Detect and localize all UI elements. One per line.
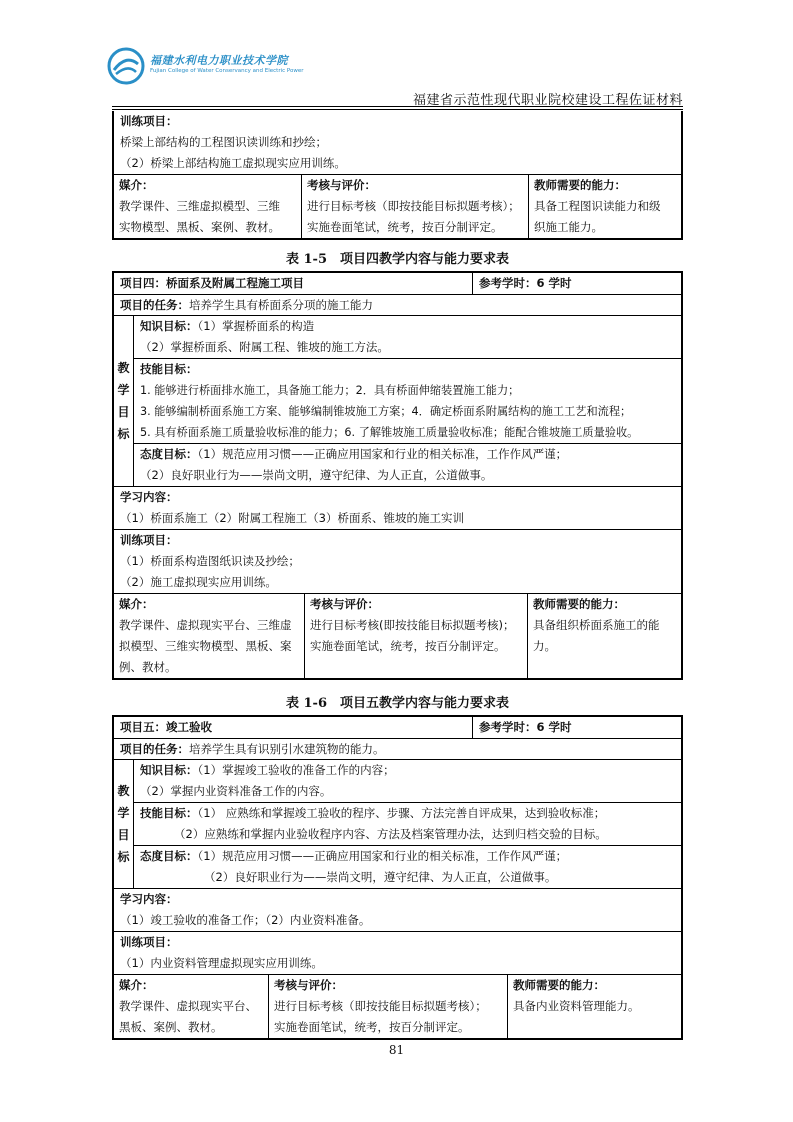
- goal-label: 教 学 目 标: [114, 316, 134, 486]
- project-hours: 参考学时：6 学时: [472, 273, 681, 294]
- logo-subtitle: Fujian College of Water Conservancy and Electric Power: [150, 68, 304, 74]
- media-cell: 媒介： 教学课件、虚拟现实平台、三维虚 拟模型、三维实物模型、黑板、案 例、教材。: [119, 597, 292, 674]
- media-eval-row: [114, 594, 681, 678]
- training-label: 训练项目：: [120, 533, 178, 547]
- training-label: 训练项目：: [120, 114, 178, 128]
- knowledge-goal: 知识目标：（1）掌握桥面系的构造 （2）掌握桥面系、附属工程、锥坡的施工方法。: [140, 319, 389, 354]
- training-line: （2）桥梁上部结构施工虚拟现实应用训练。: [120, 156, 346, 170]
- project-hours: 参考学时：6 学时: [472, 717, 681, 738]
- table-top-continued: [112, 111, 683, 240]
- task-label: 项目的任务：: [120, 298, 189, 312]
- project-name: 项目五：竣工验收: [120, 720, 212, 734]
- task-row: 项目的任务：培养学生具有识别引水建筑物的能力。: [114, 739, 681, 760]
- table-1-6: [112, 715, 683, 1040]
- attitude-goal: 态度目标：（1）规范应用习惯——正确应用国家和行业的相关标准，工作作风严谨； （2）良好职业行为——崇尚文明，遵守纪律、为人正直，公道做事。: [134, 845, 681, 888]
- college-logo: [106, 46, 306, 94]
- content-row: 学习内容： （1）竣工验收的准备工作；（2）内业资料准备。: [114, 889, 681, 932]
- project-header-row: [114, 717, 681, 739]
- header-rule-thin: [112, 109, 683, 110]
- media-label: 媒介：: [119, 178, 154, 192]
- goal-label: 教 学 目 标: [114, 760, 134, 888]
- training-line: 桥梁上部结构的工程图识读训练和抄绘；: [120, 135, 327, 149]
- goal-section: [114, 316, 681, 487]
- eval-cell: 考核与评价： 进行目标考核（即按技能目标拟题考核）； 实施卷面笔试，统考，按百分制评定。: [268, 975, 507, 1038]
- content-row: [114, 487, 681, 530]
- attitude-goal: 态度目标：（1）规范应用习惯——正确应用国家和行业的相关标准，工作作风严谨； （2）良好职业行为——崇尚文明，遵守纪律、为人正直，公道做事。: [134, 443, 681, 486]
- media-cell: [114, 175, 301, 238]
- logo-emblem-icon: [106, 46, 146, 86]
- content-label: 学习内容：: [120, 490, 178, 504]
- media-eval-row: [114, 175, 681, 238]
- task-text: 培养学生具有桥面系分项的施工能力: [189, 298, 373, 312]
- table-1-5-caption: 表 1-5 项目四教学内容与能力要求表: [285, 252, 509, 267]
- goal-section: [114, 760, 681, 889]
- ability-line: 具备工程图识读能力和级: [534, 199, 661, 213]
- project-name: 项目四：桥面系及附属工程施工项目: [120, 276, 304, 290]
- header-title: 福建省示范性现代职业院校建设工程佐证材料: [412, 93, 683, 108]
- knowledge-goal: 知识目标：（1）掌握竣工验收的准备工作的内容； （2）掌握内业资料准备工作的内容。: [140, 763, 395, 798]
- content-text: （1）桥面系施工（2）附属工程施工（3）桥面系、锥坡的施工实训: [120, 511, 464, 525]
- eval-label: 考核与评价：: [307, 178, 376, 192]
- task-row: [114, 295, 681, 316]
- attitude-label: 态度目标：: [140, 447, 198, 461]
- media-eval-row: [114, 975, 681, 1038]
- eval-cell: [301, 175, 528, 238]
- ability-cell: [528, 175, 681, 238]
- ability-cell: 教师需要的能力： 具备组织桥面系施工的能 力。: [527, 594, 681, 678]
- media-line: 实物模型、黑板、案例、教材。: [119, 220, 280, 234]
- project-header-row: [114, 273, 681, 295]
- ability-line: 织施工能力。: [534, 220, 603, 234]
- eval-cell: 考核与评价： 进行目标考核(即按技能目标拟题考核)； 实施卷面笔试，统考，按百分制评定。: [304, 594, 527, 678]
- media-line: 教学课件、三维虚拟模型、三维: [119, 199, 280, 213]
- table-1-5: [112, 271, 683, 680]
- training-row: 训练项目： （1）内业资料管理虚拟现实应用训练。: [114, 932, 681, 975]
- training-row: [114, 111, 681, 175]
- table-1-6-caption: 表 1-6 项目五教学内容与能力要求表: [285, 696, 509, 711]
- knowledge-label: 知识目标：: [140, 319, 198, 333]
- media-cell: 媒介： 教学课件、虚拟现实平台、 黑板、案例、教材。: [119, 978, 257, 1034]
- ability-cell: 教师需要的能力： 具备内业资料管理能力。: [507, 975, 681, 1038]
- logo-text: 福建水利电力职业技术学院: [150, 54, 288, 67]
- page-number: 81: [388, 1043, 405, 1057]
- training-row: 训练项目： （1）桥面系构造图纸识读及抄绘； （2）施工虚拟现实应用训练。: [114, 530, 681, 594]
- eval-line: 进行目标考核（即按技能目标拟题考核）；: [307, 199, 520, 213]
- skill-goal: 技能目标： 1. 能够进行桥面排水施工，具备施工能力；2．具有桥面伸缩装置施工能力； 3. 能够编制桥面系施工方案、能够编制锥坡施工方案；4．确定桥面系附属结构的施工工艺和流程； 5. 具有桥面系施工质量验收标准的能力；6. 了解锥坡施工质量验收标准；能配合锥坡施工质量验收。: [134, 358, 681, 443]
- eval-line: 实施卷面笔试，统考，按百分制评定。: [307, 220, 503, 234]
- skill-goal: 技能目标：（1） 应熟练和掌握竣工验收的程序、步骤、方法完善自评成果，达到验收标准； （2）应熟练和掌握内业验收程序内容、方法及档案管理办法，达到归档交验的目标。: [134, 802, 681, 845]
- skill-label: 技能目标：: [140, 362, 198, 376]
- header-rule: [112, 106, 683, 107]
- ability-label: 教师需要的能力：: [534, 178, 626, 192]
